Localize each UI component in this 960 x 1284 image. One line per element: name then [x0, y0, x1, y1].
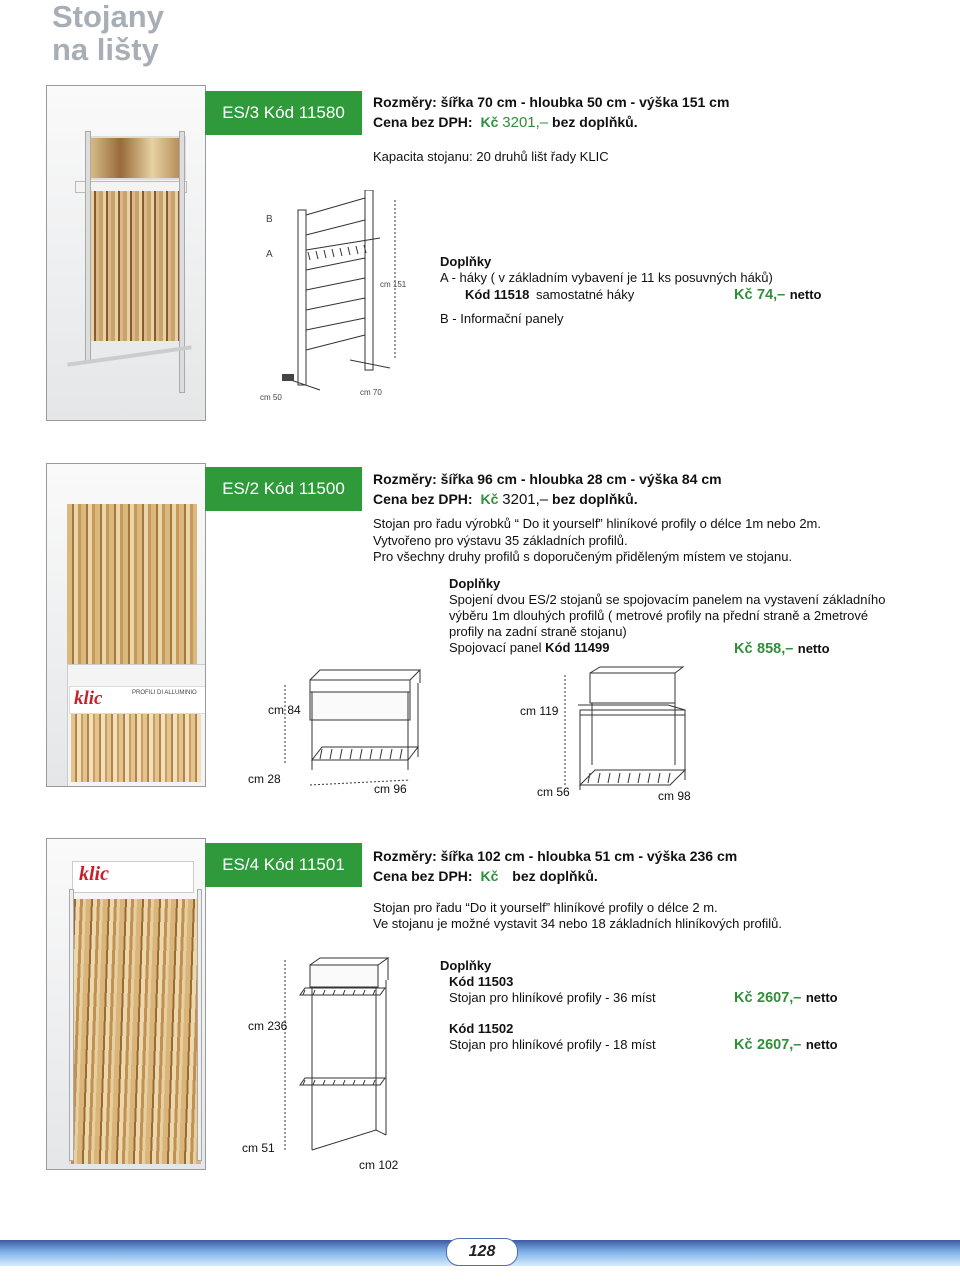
- es3-addon-b: B - Informační panely: [440, 311, 564, 326]
- es3-code-badge: ES/3 Kód 11580: [205, 91, 362, 135]
- es2-product-photo: [46, 463, 206, 787]
- es4-profiles: [69, 899, 201, 1164]
- es4-price-1: Kč 2607,– netto: [734, 990, 838, 1006]
- es3-addon-a-price: Kč 74,– netto: [734, 287, 822, 303]
- page-title: Stojany na lišty: [52, 0, 164, 67]
- es3-left-post: [85, 131, 91, 363]
- es3-addon-a: A - háky ( v základním vybavení je 11 ks posuvných háků): [440, 270, 773, 285]
- es4-price-2: Kč 2607,– netto: [734, 1037, 838, 1053]
- es4-code-badge: ES/4 Kód 11501: [205, 843, 362, 887]
- es4-price-line: Cena bez DPH: Kč bez doplňků.: [373, 868, 598, 884]
- es3-addon-a-code-line: Kód 11518 samostatné háky: [465, 287, 635, 302]
- es4-desc-1: Stojan pro řadu “Do it yourself” hliníkové profily o délce 2 m.: [373, 900, 718, 915]
- es3-price-line: Cena bez DPH: Kč 3201,– bez doplňků.: [373, 114, 638, 131]
- es3-label-a: A: [266, 249, 273, 260]
- es4-item-2: Stojan pro hliníkové profily - 18 míst: [449, 1037, 656, 1052]
- es2-width-label-2: cm 98: [658, 789, 691, 803]
- es2-depth-label-2: cm 56: [537, 785, 570, 799]
- es3-label-b: B: [266, 214, 273, 225]
- es2-diagram-single: [270, 665, 450, 805]
- es4-addons-title: Doplňky: [440, 958, 492, 973]
- es4-height-label: cm 236: [248, 1019, 288, 1033]
- es2-brand-sign: [69, 686, 206, 714]
- es4-item-1: Stojan pro hliníkové profily - 36 míst: [449, 990, 656, 1005]
- es4-diagram: [270, 950, 410, 1180]
- es2-desc-1: Stojan pro řadu výrobků “ Do it yourself” hliníkové profily o délce 1m nebo 2m.: [373, 516, 821, 531]
- es2-addon-2: výběru 1m dlouhých profilů ( metrové profily na přední straně a 2metrové: [449, 608, 869, 623]
- es3-width-label: cm 70: [360, 388, 382, 397]
- es4-width-label: cm 102: [359, 1158, 399, 1172]
- es3-dimensions: Rozměry: šířka 70 cm - hloubka 50 cm - výška 151 cm: [373, 94, 730, 110]
- es2-code-badge: ES/2 Kód 11500: [205, 467, 362, 511]
- es4-product-photo: [46, 838, 206, 1170]
- es2-addon-price: Kč 858,– netto: [734, 641, 830, 657]
- es3-height-label: cm 151: [380, 280, 407, 289]
- es2-addon-1: Spojení dvou ES/2 stojanů se spojovacím panelem na vystavení základního: [449, 592, 886, 607]
- es2-addon-3: profily na zadní straně stojanu): [449, 624, 627, 639]
- es4-right-post: [197, 889, 202, 1161]
- es2-height-label-2: cm 119: [520, 704, 559, 718]
- es4-left-post: [69, 889, 74, 1161]
- es2-depth-label-1: cm 28: [248, 772, 281, 786]
- es2-width-label-1: cm 96: [374, 782, 407, 796]
- es4-depth-label: cm 51: [242, 1141, 275, 1155]
- es4-code-2: Kód 11502: [449, 1021, 514, 1036]
- es2-klic-logo: klic: [74, 688, 103, 709]
- es2-front-profiles: [71, 714, 201, 782]
- es3-right-post: [179, 131, 185, 393]
- es4-klic-logo: klic: [79, 863, 109, 885]
- page-number: 128: [446, 1238, 518, 1266]
- es4-code-1: Kód 11503: [449, 974, 514, 989]
- es3-profiles: [87, 191, 182, 341]
- es3-info-panel: [87, 136, 186, 180]
- es2-addon-4: Spojovací panel Kód 11499: [449, 640, 610, 655]
- es2-dimensions: Rozměry: šířka 96 cm - hloubka 28 cm - výška 84 cm: [373, 471, 722, 487]
- es2-height-label-1: cm 84: [268, 703, 301, 717]
- es3-addons-title: Doplňky: [440, 254, 492, 269]
- es3-product-photo: [46, 85, 206, 421]
- es2-sign-text: PROFILI DI ALLUMINIO: [132, 690, 197, 696]
- es4-top-sign: [72, 861, 194, 893]
- es2-desc-2: Vytvořeno pro výstavu 35 základních profilů.: [373, 533, 628, 548]
- es3-foot: [282, 374, 294, 381]
- es2-price-line: Cena bez DPH: Kč 3201,– bez doplňků.: [373, 491, 638, 508]
- es4-desc-2: Ve stojanu je možné vystavit 34 nebo 18 základních hliníkových profilů.: [373, 916, 783, 931]
- es4-dimensions: Rozměry: šířka 102 cm - hloubka 51 cm - výška 236 cm: [373, 848, 738, 864]
- es3-depth-label: cm 50: [260, 393, 282, 402]
- es2-addons-title: Doplňky: [449, 576, 501, 591]
- es3-capacity: Kapacita stojanu: 20 druhů lišt řady KLIC: [373, 149, 609, 164]
- es2-desc-3: Pro všechny druhy profilů s doporučeným přiděleným místem ve stojanu.: [373, 549, 793, 564]
